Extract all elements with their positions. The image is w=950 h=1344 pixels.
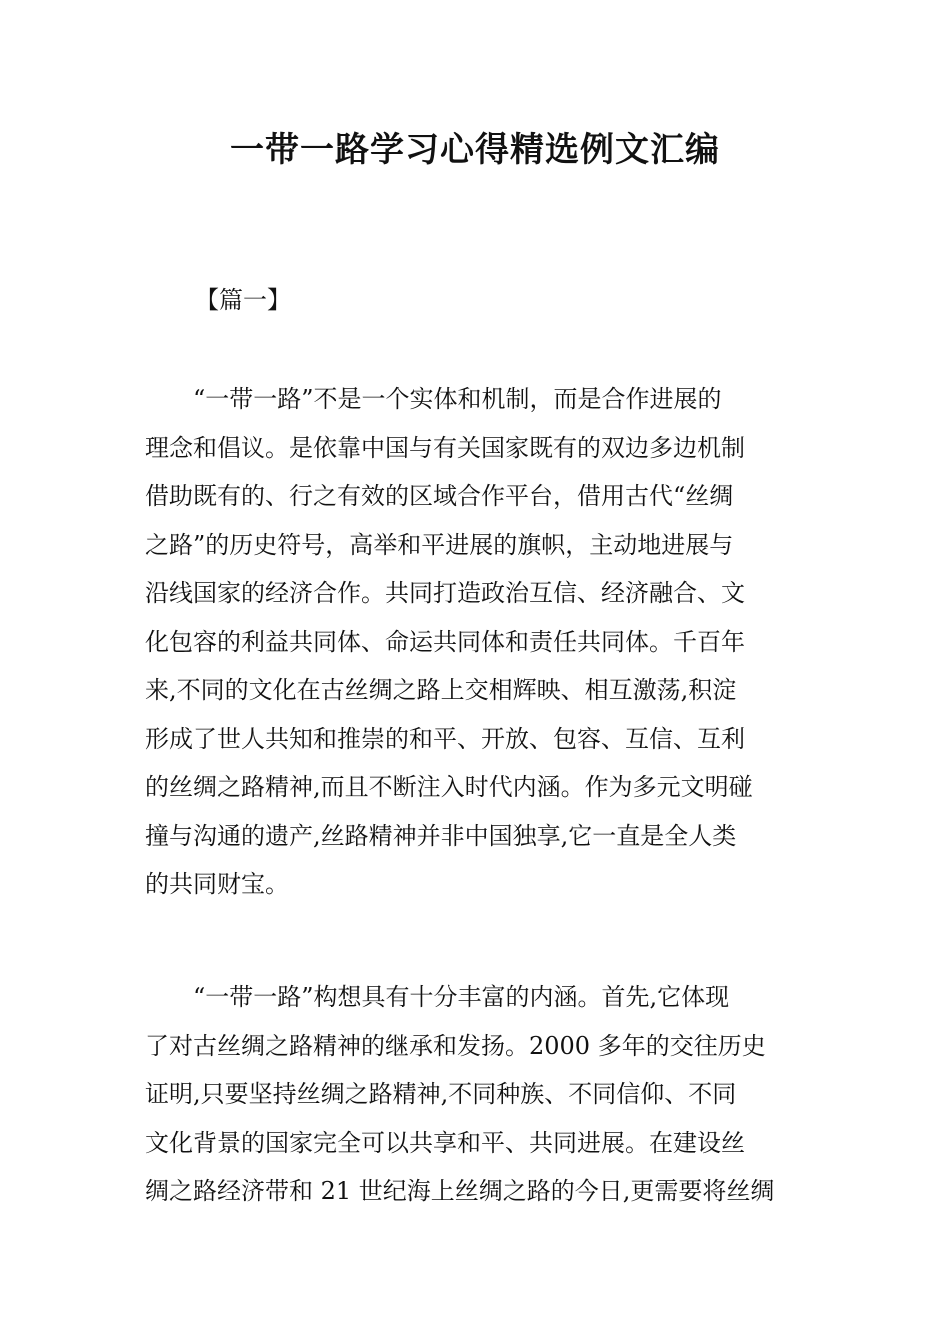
paragraph-line: 理念和倡议。是依靠中国与有关国家既有的双边多边机制 bbox=[145, 433, 745, 462]
paragraph-line: 之路”的历史符号，高举和平进展的旗帜，主动地进展与 bbox=[145, 530, 734, 559]
paragraph-line: 的共同财宝。 bbox=[145, 870, 289, 898]
section-heading: 【篇一】 bbox=[195, 286, 291, 314]
paragraph-line: 借助既有的、行之有效的区域合作平台，借用古代“丝绸 bbox=[145, 482, 734, 510]
paragraph-line: 绸之路经济带和 21 世纪海上丝绸之路的今日,更需要将丝绸 bbox=[145, 1177, 775, 1205]
paragraph-1 bbox=[145, 375, 807, 909]
paragraph-line: 沿线国家的经济合作。共同打造政治互信、经济融合、文 bbox=[145, 579, 745, 607]
paragraph-2 bbox=[145, 973, 807, 1216]
paragraph-line: 证明,只要坚持丝绸之路精神,不同种族、不同信仰、不同 bbox=[145, 1080, 737, 1108]
paragraph-line: 的丝绸之路精神,而且不断注入时代内涵。作为多元文明碰 bbox=[145, 773, 753, 801]
paragraph-line: 形成了世人共知和推崇的和平、开放、包容、互信、互利 bbox=[145, 724, 745, 753]
paragraph-line: 化包容的利益共同体、命运共同体和责任共同体。千百年 bbox=[145, 627, 745, 656]
paragraph-line: “一带一路”不是一个实体和机制，而是合作进展的 bbox=[145, 385, 722, 413]
paragraph-line: 撞与沟通的遗产,丝路精神并非中国独享,它一直是全人类 bbox=[145, 821, 737, 850]
paragraph-line: 来,不同的文化在古丝绸之路上交相辉映、相互激荡,积淀 bbox=[145, 676, 737, 704]
document-title: 一带一路学习心得精选例文汇编 bbox=[230, 130, 720, 170]
paragraph-line: 文化背景的国家完全可以共享和平、共同进展。在建设丝 bbox=[145, 1128, 745, 1157]
paragraph-line: 了对古丝绸之路精神的继承和发扬。2000 多年的交往历史 bbox=[145, 1031, 766, 1060]
paragraph-line: “一带一路”构想具有十分丰富的内涵。首先,它体现 bbox=[145, 983, 730, 1011]
